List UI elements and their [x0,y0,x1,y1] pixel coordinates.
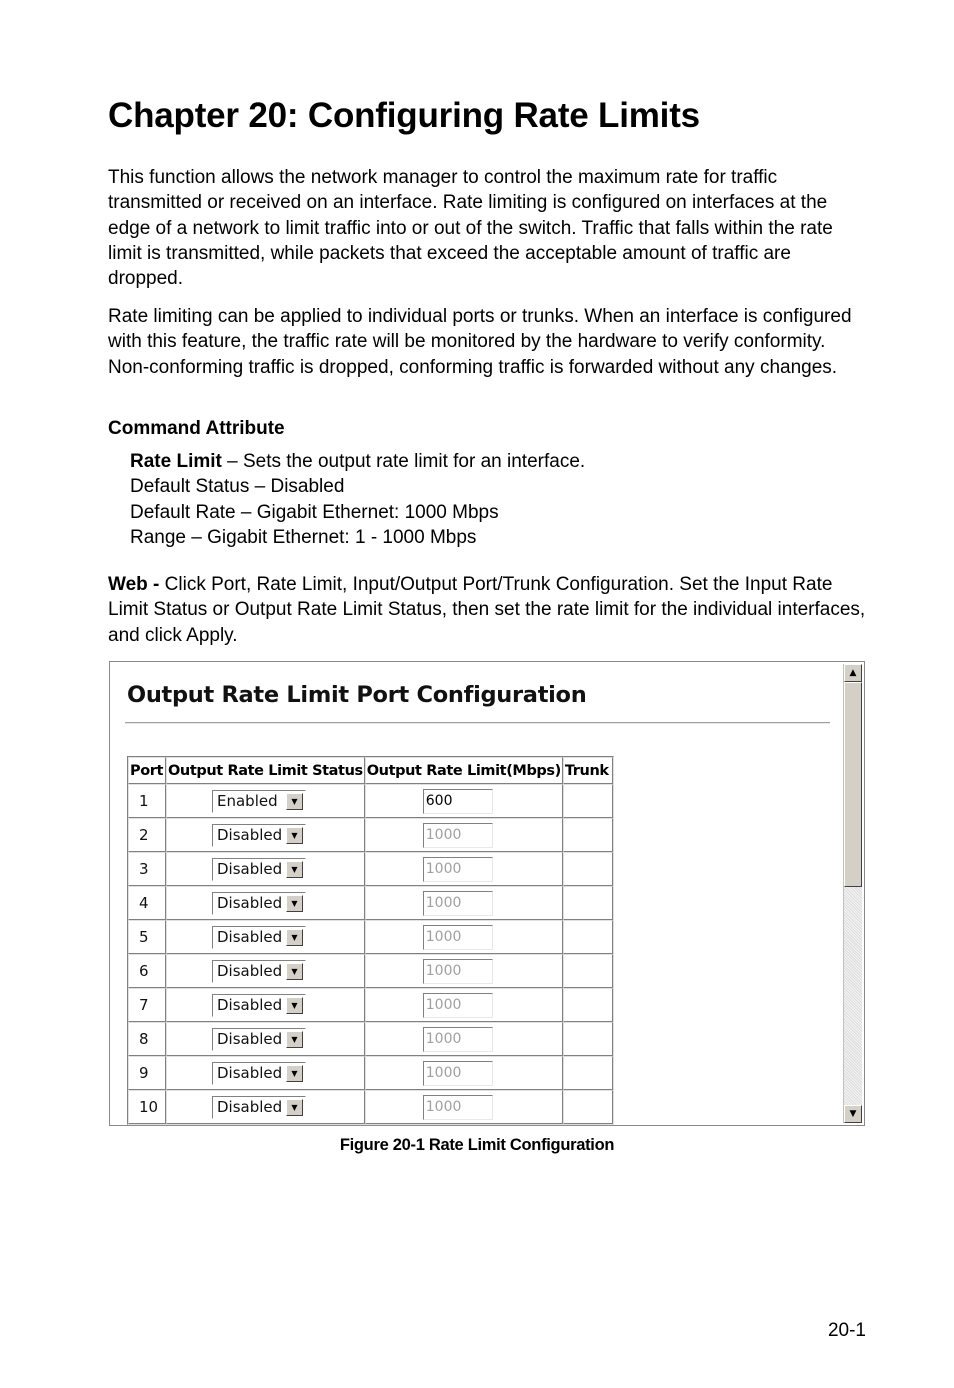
trunk-cell [563,818,613,852]
command-attribute-list [130,449,585,550]
status-cell [166,988,365,1022]
chevron-down-icon[interactable]: ▼ [286,895,303,912]
status-select-value: Disabled [217,1030,283,1048]
port-number-cell: 5 [128,920,166,954]
port-number-cell: 4 [128,886,166,920]
status-cell [166,852,365,886]
web-instructions [108,572,868,648]
range-line: Range – Gigabit Ethernet: 1 - 1000 Mbps [130,526,477,548]
trunk-cell [563,1056,613,1090]
rate-cell [365,818,563,852]
port-number-cell: 2 [128,818,166,852]
trunk-cell [563,784,613,818]
trunk-cell [563,852,613,886]
status-cell [166,886,365,920]
table-row [128,954,613,988]
column-header-rate: Output Rate Limit(Mbps) [365,757,563,784]
rate-cell [365,886,563,920]
table-header-row [128,757,613,784]
command-attribute-heading: Command Attribute [108,418,285,439]
column-header-port: Port [128,757,166,784]
rate-cell [365,920,563,954]
chevron-down-icon[interactable]: ▼ [286,1031,303,1048]
chevron-down-icon[interactable]: ▼ [286,929,303,946]
rate-cell [365,954,563,988]
status-cell [166,1056,365,1090]
table-row [128,886,613,920]
scroll-thumb[interactable] [844,682,862,887]
rate-limit-attribute [130,449,585,474]
rate-limit-status-select[interactable] [212,1062,306,1085]
status-cell [166,954,365,988]
status-select-value: Disabled [217,1064,283,1082]
port-number-cell: 9 [128,1056,166,1090]
chevron-down-icon[interactable]: ▼ [286,1065,303,1082]
rate-cell [365,1022,563,1056]
port-number-cell: 1 [128,784,166,818]
rate-limit-input[interactable] [423,823,493,848]
rate-limit-status-select[interactable] [212,960,306,983]
chevron-down-icon[interactable]: ▼ [286,861,303,878]
table-row [128,1056,613,1090]
status-select-value: Disabled [217,1098,283,1116]
status-select-value: Disabled [217,962,283,980]
title-divider [125,722,830,724]
rate-limit-status-select[interactable] [212,1096,306,1119]
status-select-value: Disabled [217,826,283,844]
rate-limit-status-select[interactable] [212,858,306,881]
chevron-down-icon[interactable]: ▼ [286,827,303,844]
table-row [128,818,613,852]
scroll-up-button[interactable] [844,664,862,682]
rate-limiting-paragraph: Rate limiting can be applied to individual ports or trunks. When an interface is configured with this feature, the traffic rate will be monitored by the hardware to verify conformity. Non-conforming traffic is dropped, conforming traffic is forwarded without any changes. [108,306,852,378]
rate-cell [365,1090,563,1124]
rate-limit-status-select[interactable] [212,892,306,915]
chevron-down-icon[interactable]: ▼ [286,963,303,980]
port-number-cell: 6 [128,954,166,988]
status-select-value: Enabled [217,792,278,810]
trunk-cell [563,954,613,988]
status-cell [166,1022,365,1056]
default-status-line: Default Status – Disabled [130,476,345,498]
rate-limit-input[interactable] [423,925,493,950]
arrow-down-icon: ▼ [849,1108,857,1119]
default-rate-line: Default Rate – Gigabit Ethernet: 1000 Mbps [130,501,499,523]
rate-cell [365,784,563,818]
status-cell [166,818,365,852]
screenshot-title: Output Rate Limit Port Configuration [127,682,587,708]
column-header-trunk: Trunk [563,757,613,784]
port-number-cell: 7 [128,988,166,1022]
rate-limit-screenshot [109,661,865,1126]
status-cell [166,784,365,818]
trunk-cell [563,1090,613,1124]
port-number-cell: 3 [128,852,166,886]
vertical-scrollbar[interactable] [843,664,862,1123]
figure-caption: Figure 20-1 Rate Limit Configuration [339,1136,615,1154]
rate-limit-table [127,756,614,1125]
chevron-down-icon[interactable]: ▼ [286,793,303,810]
rate-limit-status-select[interactable] [212,790,306,813]
table-body [128,784,613,1124]
trunk-cell [563,1022,613,1056]
arrow-up-icon: ▲ [849,667,857,678]
status-cell [166,920,365,954]
rate-limit-input[interactable] [423,857,493,882]
chevron-down-icon[interactable]: ▼ [286,1099,303,1116]
rate-limit-status-select[interactable] [212,994,306,1017]
port-number-cell: 8 [128,1022,166,1056]
page-number: 20-1 [827,1320,866,1341]
rate-limit-input[interactable] [423,993,493,1018]
rate-limit-status-select[interactable] [212,824,306,847]
rate-limit-input[interactable] [423,789,493,814]
chapter-title: Chapter 20: Configuring Rate Limits [108,96,700,135]
intro-paragraph: This function allows the network manager to control the maximum rate for traffic transmitted or received on an interface. Rate limiting is configured on interfaces at the edge of a network to limit traffic into or out of the switch. Traffic that falls within the rate limit is transmitted, while packets that exceed the acceptable amount of traffic are dropped. [108,167,833,290]
trunk-cell [563,886,613,920]
rate-limit-term: Rate Limit [130,451,222,472]
rate-limit-description: – Sets the output rate limit for an interface. [221,451,586,472]
rate-limit-status-select[interactable] [212,1028,306,1051]
column-header-status: Output Rate Limit Status [166,757,365,784]
web-text: Click Port, Rate Limit, Input/Output Port/Trunk Configuration. Set the Input Rate Limit Status or Output Rate Limit Status, then set the rate limit for the individual interfaces, and click Apply. [108,574,866,646]
status-select-value: Disabled [217,860,283,878]
status-select-value: Disabled [217,928,283,946]
rate-cell [365,988,563,1022]
rate-limit-input[interactable] [423,1061,493,1086]
rate-limit-input[interactable] [423,959,493,984]
table-row [128,1090,613,1124]
port-number-cell: 10 [128,1090,166,1124]
trunk-cell [563,988,613,1022]
web-label: Web - [108,574,165,595]
table-row [128,852,613,886]
scroll-down-button[interactable] [844,1105,862,1123]
table-row [128,920,613,954]
chevron-down-icon[interactable]: ▼ [286,997,303,1014]
status-select-value: Disabled [217,996,283,1014]
rate-limit-input[interactable] [423,891,493,916]
rate-limit-input[interactable] [423,1027,493,1052]
rate-cell [365,1056,563,1090]
table-row [128,784,613,818]
table-row [128,1022,613,1056]
rate-cell [365,852,563,886]
table-row [128,988,613,1022]
trunk-cell [563,920,613,954]
status-select-value: Disabled [217,894,283,912]
rate-limit-status-select[interactable] [212,926,306,949]
status-cell [166,1090,365,1124]
rate-limit-input[interactable] [423,1095,493,1120]
